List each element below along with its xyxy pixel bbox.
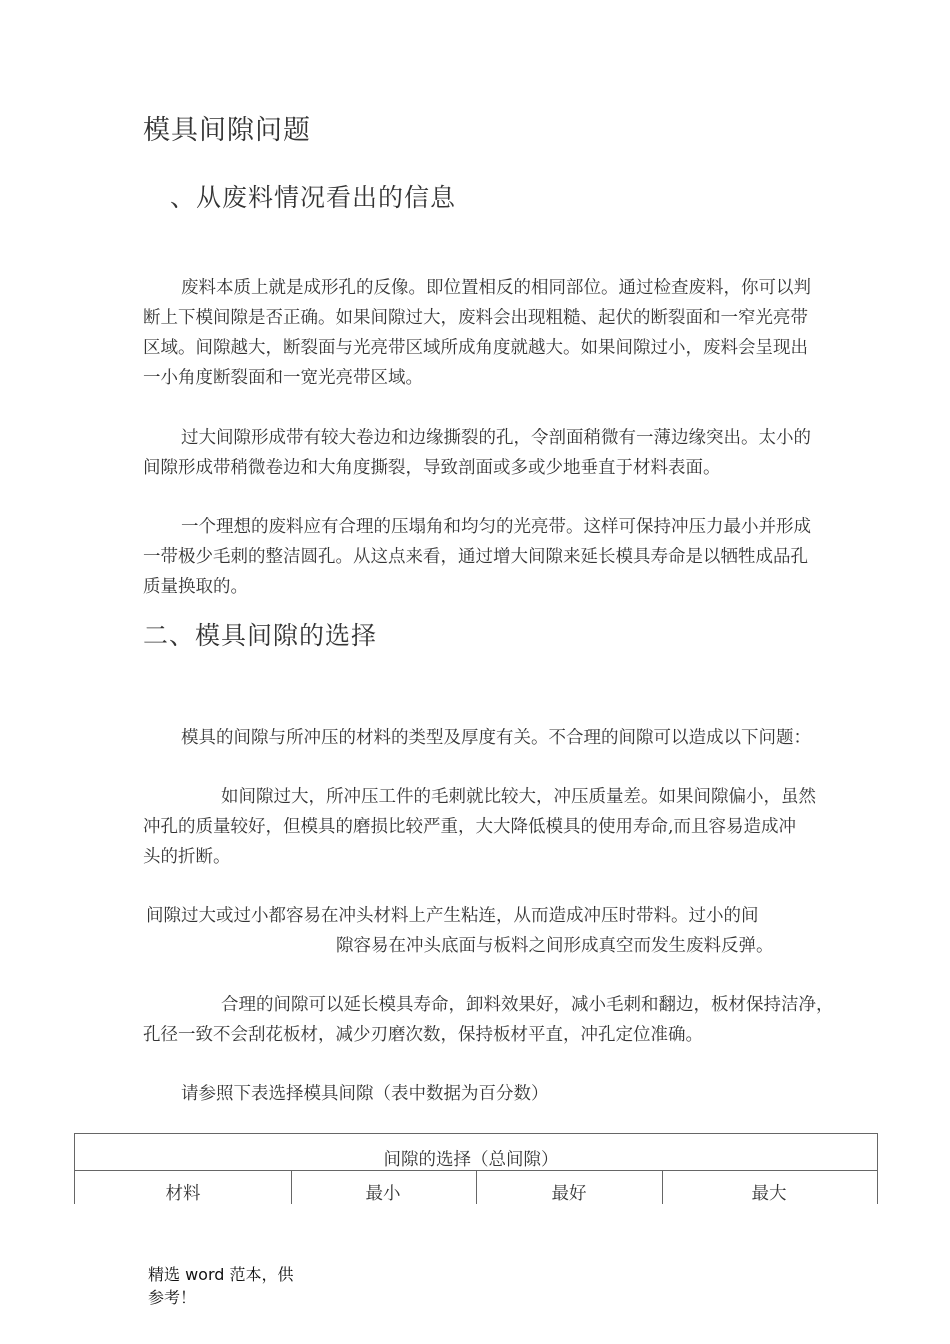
text-line: 合理的间隙可以延长模具寿命，卸料效果好，减小毛刺和翻边，板材保持洁净，: [221, 995, 834, 1015]
text-line: 一带极少毛刺的整洁圆孔。从这点来看，通过增大间隙来延长模具寿命是以牺牲成品孔: [143, 547, 808, 567]
table-caption: 间隙的选择（总间隙）: [383, 1150, 559, 1170]
document-title: 模具间隙问题: [143, 115, 311, 146]
column-divider: [476, 1170, 477, 1204]
text-line: 隙容易在冲头底面与板料之间形成真空而发生废料反弹。: [336, 936, 774, 956]
table-header-material: 材料: [165, 1184, 201, 1204]
column-divider: [662, 1170, 663, 1204]
section-heading-clearance-selection: 二、模具间隙的选择: [143, 621, 378, 650]
text-line: 头的折断。: [143, 847, 231, 867]
paragraph-table-reference: 请参照下表选择模具间隙（表中数据为百分数）: [181, 1084, 549, 1104]
table-header-min: 最小: [365, 1184, 401, 1204]
column-divider: [291, 1170, 292, 1204]
footer-note-line1: 精选 word 范本，供: [148, 1265, 294, 1284]
table-header-best: 最好: [551, 1184, 587, 1204]
table-header-max: 最大: [751, 1184, 787, 1204]
text-line: 过大间隙形成带有较大卷边和边缘撕裂的孔，令剖面稍微有一薄边缘突出。太小的: [181, 428, 811, 448]
text-line: 区域。间隙越大，断裂面与光亮带区域所成角度就越大。如果间隙过小，废料会呈现出: [143, 338, 808, 358]
text-line: 间隙形成带稍微卷边和大角度撕裂，导致剖面或多或少地垂直于材料表面。: [143, 458, 721, 478]
text-line: 质量换取的。: [143, 577, 248, 597]
text-line: 孔径一致不会刮花板材，减少刃磨次数，保持板材平直，冲孔定位准确。: [143, 1025, 703, 1045]
text-line: 如间隙过大，所冲压工件的毛刺就比较大，冲压质量差。如果间隙偏小，虽然: [221, 787, 816, 807]
clearance-table: [74, 1133, 878, 1204]
text-line: 废料本质上就是成形孔的反像。即位置相反的相同部位。通过检查废料，你可以判: [181, 278, 811, 298]
paragraph-clearance-material: 模具的间隙与所冲压的材料的类型及厚度有关。不合理的间隙可以造成以下问题：: [181, 728, 811, 748]
text-line: 一小角度断裂面和一宽光亮带区域。: [143, 368, 423, 388]
footer-note-line2: 参考！: [148, 1288, 197, 1307]
text-line: 间隙过大或过小都容易在冲头材料上产生粘连，从而造成冲压时带料。过小的间: [146, 906, 759, 926]
text-line: 冲孔的质量较好，但模具的磨损比较严重，大大降低模具的使用寿命,而且容易造成冲: [143, 817, 797, 837]
text-line: 断上下模间隙是否正确。如果间隙过大，废料会出现粗糙、起伏的断裂面和一窄光亮带: [143, 308, 808, 328]
text-line: 一个理想的废料应有合理的压塌角和均匀的光亮带。这样可保持冲压力最小并形成: [181, 517, 811, 537]
section-heading-scrap-info: 、从废料情况看出的信息: [170, 183, 457, 212]
